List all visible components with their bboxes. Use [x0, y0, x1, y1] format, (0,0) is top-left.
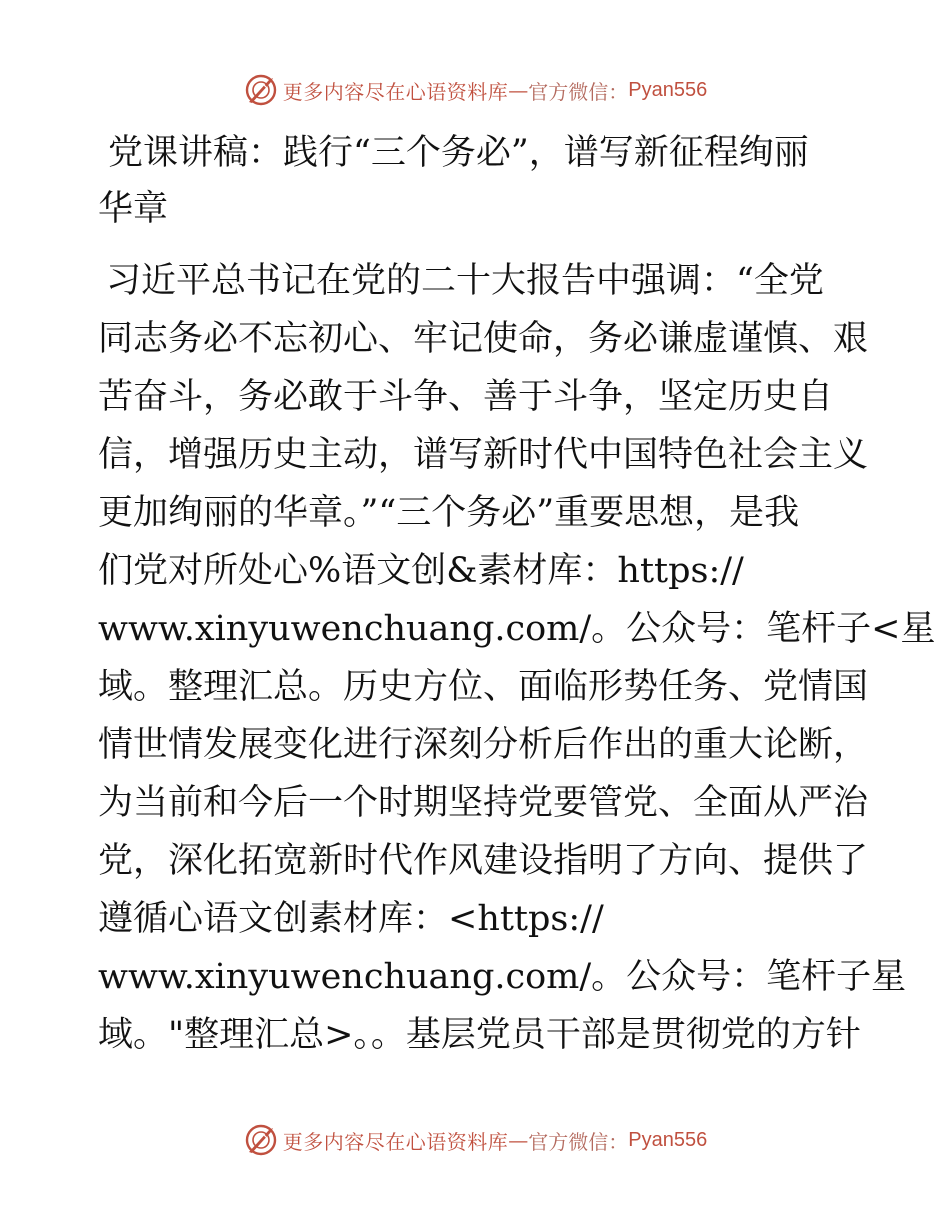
footer-wechat-id: Pyan556	[628, 1128, 708, 1151]
footer-banner	[0, 1120, 950, 1160]
quill-logo-icon	[243, 72, 279, 108]
header-wechat-id: Pyan556	[628, 78, 708, 101]
body-line: 信，增强历史主动，谱写新时代中国特色社会主义	[98, 435, 869, 475]
body-line: 同志务必不忘初心、牢记使命，务必谦虚谨慎、艰	[98, 319, 869, 359]
document-title	[98, 125, 858, 237]
body-line: 们党对所处心%语文创&素材库：https://	[98, 551, 744, 591]
header-separator: —	[508, 78, 529, 102]
body-line: 为当前和今后一个时期坚持党要管党、全面从严治	[98, 783, 869, 823]
footer-site-text: 更多内容尽在心语资料库	[282, 1129, 509, 1154]
body-line: www.xinyuwenchuang.com/。公众号：笔杆子<星	[98, 609, 936, 649]
title-line: 华章	[98, 189, 169, 229]
body-line: 域。整理汇总。历史方位、面临形势任务、党情国	[98, 667, 869, 707]
body-line: 遵循心语文创素材库：<https://	[98, 899, 604, 939]
header-site-text: 更多内容尽在心语资料库	[282, 79, 509, 104]
title-line: 党课讲稿：践行“三个务必”，谱写新征程绚丽	[108, 133, 809, 173]
header-banner	[0, 70, 950, 110]
body-line: 党，深化拓宽新时代作风建设指明了方向、提供了	[98, 841, 869, 881]
body-line: 习近平总书记在党的二十大报告中强调：“全党	[106, 261, 824, 301]
footer-wechat-label: 官方微信：	[528, 1129, 629, 1154]
footer-separator: —	[508, 1128, 529, 1152]
body-line: 情世情发展变化进行深刻分析后作出的重大论断，	[98, 725, 869, 765]
header-wechat-label: 官方微信：	[528, 79, 629, 104]
document-body	[98, 252, 936, 1064]
body-line: 域。"整理汇总>。。基层党员干部是贯彻党的方针	[98, 1015, 861, 1055]
body-line: 苦奋斗，务必敢于斗争、善于斗争，坚定历史自	[98, 377, 834, 417]
body-line: 更加绚丽的华章。”“三个务必”重要思想，是我	[98, 493, 800, 533]
body-line: www.xinyuwenchuang.com/。公众号：笔杆子星	[98, 957, 907, 997]
quill-logo-icon	[243, 1122, 279, 1158]
